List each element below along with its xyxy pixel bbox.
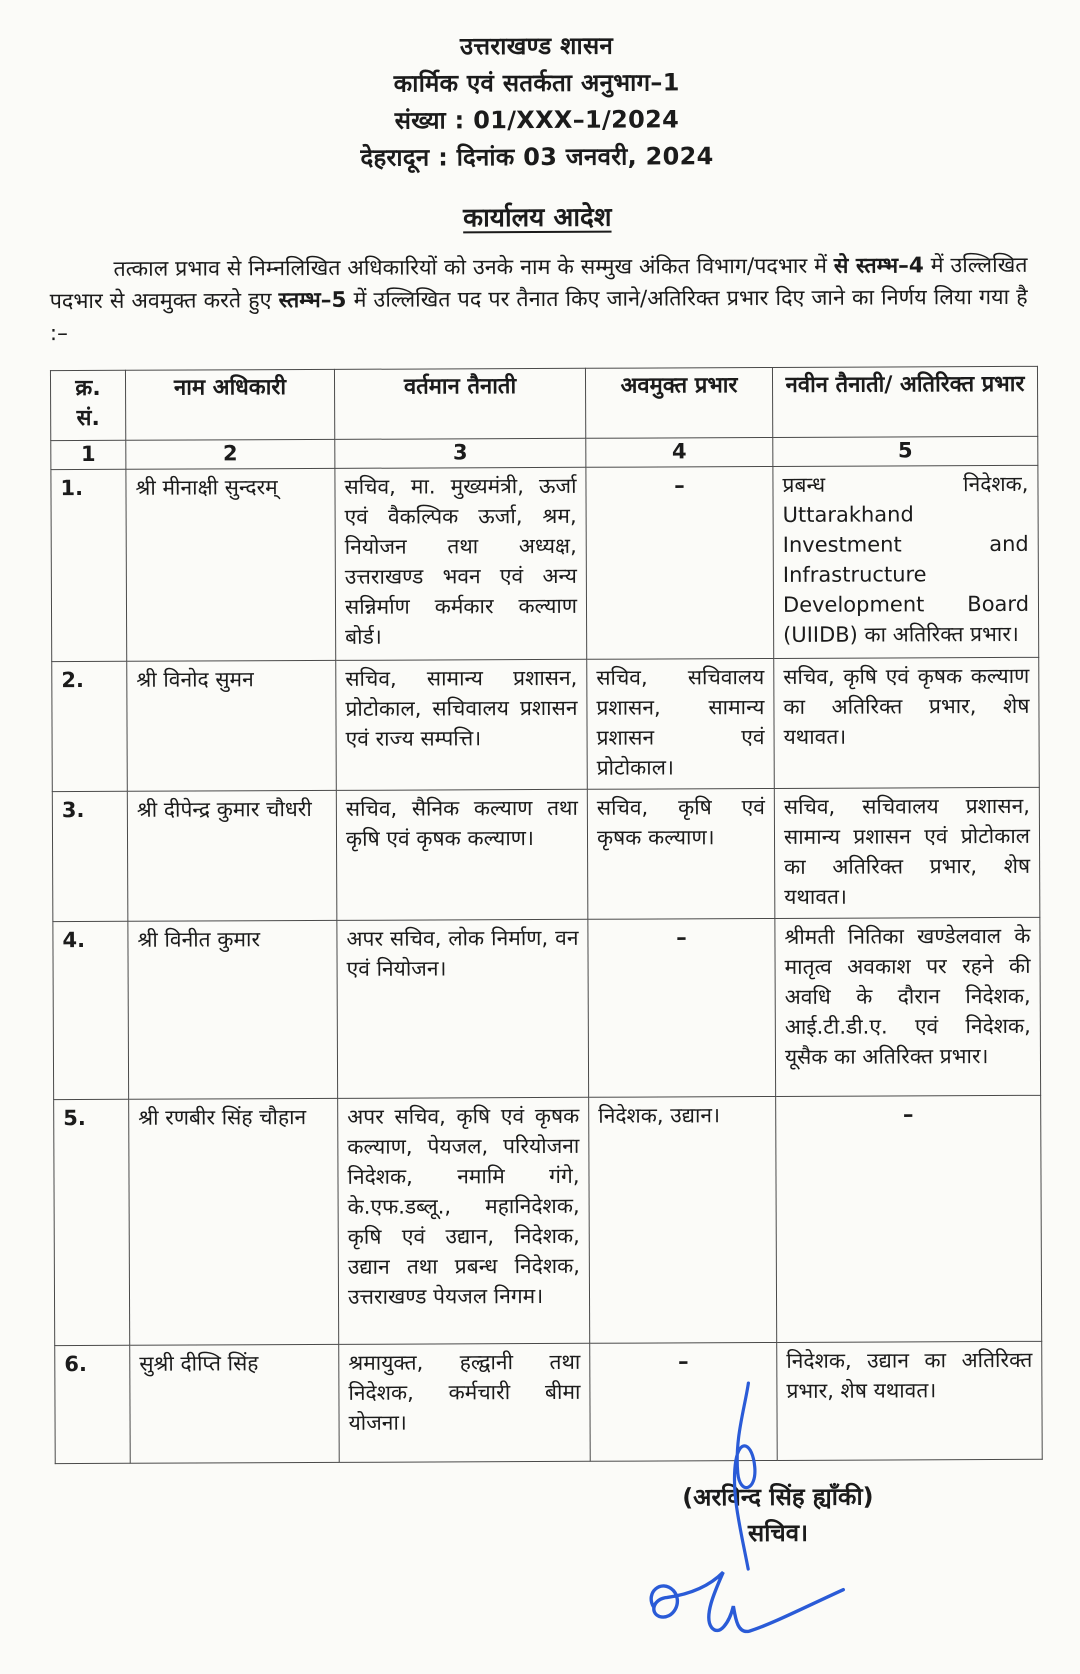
new-posting: श्रीमती नितिका खण्डेलवाल के मातृत्व अवकाश पर रहने की अवधि के दौरान निदेशक, आई.टी.डी.ए. एवं निदेशक, यूसैक का अतिरिक्त प्रभार। [775, 917, 1041, 1096]
signatory-designation: सचिव। [747, 1518, 809, 1548]
header-relieved-charge: अवमुक्त प्रभार [585, 367, 772, 438]
intro-bold-column4: से स्तम्भ–4 [833, 253, 924, 279]
table-row [51, 465, 1039, 661]
current-posting: अपर सचिव, कृषि एवं कृषक कल्याण, पेयजल, परियोजना निदेशक, नमामि गंगे, के.एफ.डब्लू., महानिदेशक, कृषि एवं उद्यान, निदेशक, उद्यान तथा प्रबन्ध निदेशक, उत्तराखण्ड पेयजल निगम। [338, 1097, 590, 1344]
new-posting: निदेशक, उद्यान का अतिरिक्त प्रभार, शेष यथावत। [777, 1341, 1043, 1460]
table-row [54, 1095, 1042, 1345]
table-row [52, 787, 1040, 921]
place-and-date: देहरादून : दिनांक 03 जनवरी, 2024 [360, 142, 714, 172]
serial-number: 5. [54, 1099, 130, 1345]
serial-number: 1. [51, 469, 127, 661]
officer-name: सुश्री दीप्ति सिंह [130, 1344, 340, 1463]
serial-number: 6. [55, 1345, 131, 1463]
header-officer-name: नाम अधिकारी [125, 369, 334, 440]
current-posting: सचिव, सामान्य प्रशासन, प्रोटोकाल, सचिवालय प्रशासन एवं राज्य सम्पत्ति। [336, 659, 588, 790]
intro-paragraph [49, 250, 1027, 350]
header-new-posting: नवीन तैनाती/ अतिरिक्त प्रभार [772, 366, 1037, 437]
officer-name: श्री दीपेन्द्र कुमार चौधरी [127, 790, 337, 921]
intro-text-1: तत्काल प्रभाव से निम्नलिखित अधिकारियों को उनके नाम के सम्मुख अंकित विभाग/पदभार में [113, 253, 834, 282]
intro-bold-column5: स्तम्भ–5 [278, 287, 347, 314]
column-number-1: 1 [51, 440, 126, 469]
table-row [55, 1341, 1043, 1463]
header-current-posting: वर्तमान तैनाती [334, 368, 585, 439]
serial-number: 2. [52, 661, 128, 791]
table-row [52, 657, 1040, 791]
relieved-charge: – [588, 918, 776, 1097]
order-title: कार्यालय आदेश [463, 202, 612, 234]
officer-name: श्री मीनाक्षी सुन्दरम् [126, 468, 336, 661]
column-number-row [51, 436, 1038, 469]
postings-table [50, 366, 1043, 1464]
current-posting: अपर सचिव, लोक निर्माण, वन एवं नियोजन। [337, 919, 589, 1098]
serial-number: 3. [52, 791, 128, 921]
officer-name: श्री विनोद सुमन [127, 660, 337, 791]
current-posting: सचिव, मा. मुख्यमंत्री, ऊर्जा एवं वैकल्पिक ऊर्जा, श्रम, नियोजन तथा अध्यक्ष, उत्तराखण्ड भवन एवं अन्य सन्निर्माण कर्मकार कल्याण बोर्ड। [335, 467, 587, 660]
intro-text-2: में उल्लिखित पदभार से अवमुक्त करते हुए [49, 252, 1028, 315]
relieved-charge: सचिव, सचिवालय प्रशासन, सामान्य प्रशासन एवं प्रोटोकाल। [587, 658, 775, 789]
current-posting: सचिव, सैनिक कल्याण तथा कृषि एवं कृषक कल्याण। [336, 789, 588, 920]
relieved-charge: – [586, 466, 774, 659]
column-number-3: 3 [335, 438, 586, 468]
relieved-charge: – [590, 1342, 778, 1461]
column-number-4: 4 [586, 437, 773, 467]
header-serial-number: क्र. सं. [50, 370, 125, 440]
table-header-row [50, 366, 1037, 440]
relieved-charge: सचिव, कृषि एवं कृषक कल्याण। [587, 788, 775, 919]
government-name: उत्तराखण्ड शासन [459, 31, 614, 61]
officer-name: श्री विनीत कुमार [128, 920, 338, 1099]
new-posting: सचिव, कृषि एवं कृषक कल्याण का अतिरिक्त प्रभार, शेष यथावत। [774, 657, 1040, 788]
column-number-2: 2 [126, 439, 335, 469]
relieved-charge: निदेशक, उद्यान। [589, 1096, 777, 1343]
serial-number: 4. [53, 921, 129, 1099]
column-number-5: 5 [773, 436, 1038, 466]
signatory-name: (अरविन्द सिंह ह्याँकी) [682, 1482, 874, 1512]
order-number: संख्या : 01/XXX–1/2024 [394, 105, 680, 135]
new-posting: प्रबन्ध निदेशक, Uttarakhand Investment and Infrastructure Development Board (UIIDB) का अतिरिक्त प्रभार। [773, 465, 1039, 658]
current-posting: श्रमायुक्त, हल्द्वानी तथा निदेशक, कर्मचारी बीमा योजना। [339, 1343, 591, 1462]
signature-block [588, 1460, 968, 1552]
officer-name: श्री रणबीर सिंह चौहान [129, 1098, 339, 1345]
department-name: कार्मिक एवं सतर्कता अनुभाग–1 [393, 68, 680, 98]
intro-text-3: में उल्लिखित पद पर तैनात किए जाने/अतिरिक्त प्रभार दिए जाने का निर्णय लिया गया है :– [49, 284, 1028, 347]
new-posting: – [776, 1095, 1042, 1342]
letterhead [0, 26, 1077, 179]
new-posting: सचिव, सचिवालय प्रशासन, सामान्य प्रशासन एवं प्रोटोकाल का अतिरिक्त प्रभार, शेष यथावत। [774, 787, 1040, 918]
table-row [53, 917, 1041, 1099]
signature-ink-stroke-bottom [631, 1564, 881, 1655]
